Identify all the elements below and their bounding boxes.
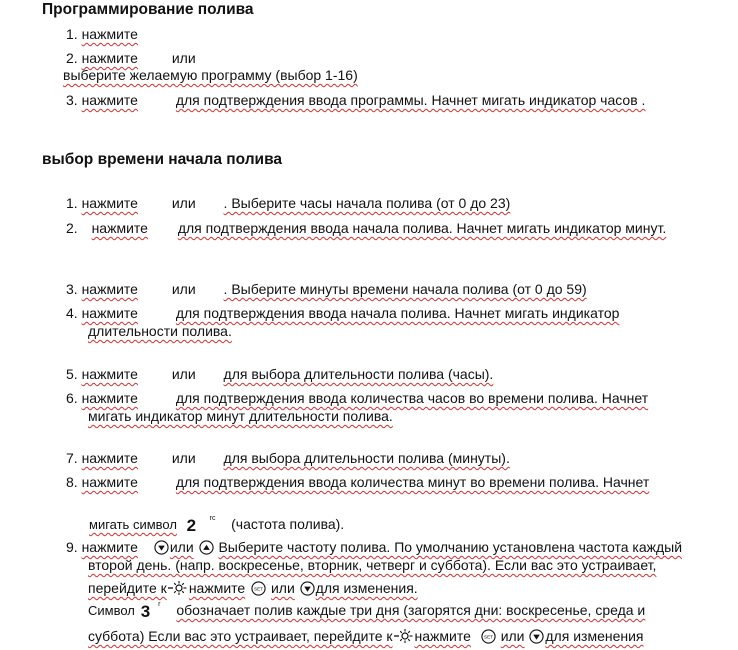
press-label: нажмите	[81, 366, 138, 382]
step-text: мигать индикатор минут длительности полива.	[88, 408, 393, 424]
step-number: 1.	[66, 26, 78, 42]
press-label: нажмите	[81, 195, 138, 211]
step-3	[66, 91, 645, 109]
frequency-symbol-3: 3	[140, 602, 151, 621]
press-label: нажмите	[81, 450, 138, 466]
step-text: для подтверждения ввода начала полива. Начнет мигать индикатор минут.	[177, 220, 667, 236]
time-step-9-line-5	[88, 627, 644, 645]
sun-icon	[393, 628, 415, 644]
step-number: 2.	[66, 220, 78, 236]
time-step-9-line-2	[88, 556, 656, 574]
or-label: или	[171, 366, 196, 382]
time-step-6-continuation	[88, 407, 393, 425]
step-text: длительности полива.	[88, 323, 232, 339]
step-number: 9.	[66, 539, 78, 555]
step-text: мигать символ	[89, 517, 177, 532]
or-label: или	[171, 281, 196, 297]
step-text: . Выберите минуты времени начала полива (от 0 до 59)	[223, 281, 587, 297]
set-button-icon	[251, 581, 266, 596]
or-label: или	[171, 50, 196, 66]
set-button-icon	[481, 629, 496, 644]
time-step-2	[66, 219, 666, 237]
arrow-down-circle-icon	[300, 581, 315, 596]
step-text: второй день. (напр. воскресенье, вторник, четверг и суббота). Если вас это устраивает,	[88, 557, 657, 573]
frequency-symbol-mark: r	[158, 601, 161, 608]
step-text: для подтверждения ввода программы. Начнет мигать индикатор часов .	[175, 92, 646, 108]
press-label: нажмите	[81, 92, 138, 108]
arrow-down-circle-icon	[154, 540, 169, 555]
time-step-4-continuation	[88, 322, 232, 340]
or-label: или	[169, 539, 194, 555]
step-text: суббота) Если вас это устраивает, перейдите к	[88, 628, 393, 644]
time-step-9-line-4	[88, 601, 645, 623]
step-text: для изменения	[545, 628, 644, 644]
press-label: нажмите	[81, 50, 138, 66]
time-step-8	[66, 473, 649, 491]
step-text: для подтверждения ввода начала полива. Начнет мигать индикатор	[175, 305, 620, 321]
step-text: (частота полива).	[231, 516, 345, 532]
time-step-1	[66, 194, 510, 212]
step-text: обозначает полив каждые три дня (загорятся дни: воскресенье, среда и	[176, 602, 646, 618]
arrow-down-circle-icon	[529, 629, 544, 644]
press-label: нажмите	[81, 281, 138, 297]
step-text: Выберите частоту полива. По умолчанию установлена частота каждый	[218, 539, 683, 555]
time-step-4	[66, 304, 619, 322]
press-label: нажмите	[81, 26, 138, 42]
step-number: 3.	[66, 92, 78, 108]
or-label: или	[171, 195, 196, 211]
step-text: выберите желаемую программу (выбор 1-16)	[63, 67, 358, 83]
time-step-3	[66, 280, 587, 298]
step-number: 4.	[66, 305, 78, 321]
step-number: 1.	[66, 195, 78, 211]
time-step-9	[66, 538, 682, 556]
frequency-symbol-2: 2	[186, 516, 197, 535]
step-text: для подтверждения ввода количества часов во времени полива. Начнет	[175, 390, 649, 406]
or-label: или	[270, 580, 295, 596]
press-label: нажмите	[414, 628, 471, 644]
step-text: для изменения.	[315, 580, 418, 596]
step-text: для выбора длительности полива (минуты).	[223, 450, 510, 466]
sun-icon	[167, 580, 189, 596]
step-text: перейдите к	[88, 580, 167, 596]
step-text: для подтверждения ввода количества минут во времени полива. Начнет	[175, 474, 650, 490]
section-title-start-time: выбор времени начала полива	[42, 151, 283, 168]
time-step-8-continuation	[89, 515, 344, 537]
symbol-label: Символ	[88, 603, 135, 618]
svg-text:SET: SET	[483, 634, 493, 640]
frequency-symbol-mark: rc	[209, 515, 216, 522]
press-label: нажмите	[81, 390, 138, 406]
step-number: 8.	[66, 474, 78, 490]
press-label: нажмите	[91, 220, 148, 236]
or-label: или	[500, 628, 525, 644]
press-label: нажмите	[81, 474, 138, 490]
svg-text:SET: SET	[254, 586, 264, 592]
time-step-6	[66, 389, 648, 407]
step-number: 5.	[66, 366, 78, 382]
step-text: . Выберите часы начала полива (от 0 до 23)	[223, 195, 511, 211]
step-text: для выбора длительности полива (часы).	[223, 366, 494, 382]
step-number: 3.	[66, 281, 78, 297]
time-step-9-line-3	[88, 579, 418, 597]
section-title-programming: Программирование полива	[42, 1, 254, 18]
press-label: нажмите	[81, 539, 138, 555]
arrow-up-circle-icon	[199, 540, 214, 555]
time-step-5	[66, 365, 493, 383]
step-number: 7.	[66, 450, 78, 466]
press-label: нажмите	[188, 580, 246, 596]
step-2	[66, 49, 196, 67]
step-number: 2.	[66, 50, 78, 66]
press-label: нажмите	[81, 305, 138, 321]
time-step-7	[66, 449, 510, 467]
step-2-continuation	[63, 66, 358, 84]
step-number: 6.	[66, 390, 78, 406]
step-1	[66, 25, 138, 43]
or-label: или	[171, 450, 196, 466]
